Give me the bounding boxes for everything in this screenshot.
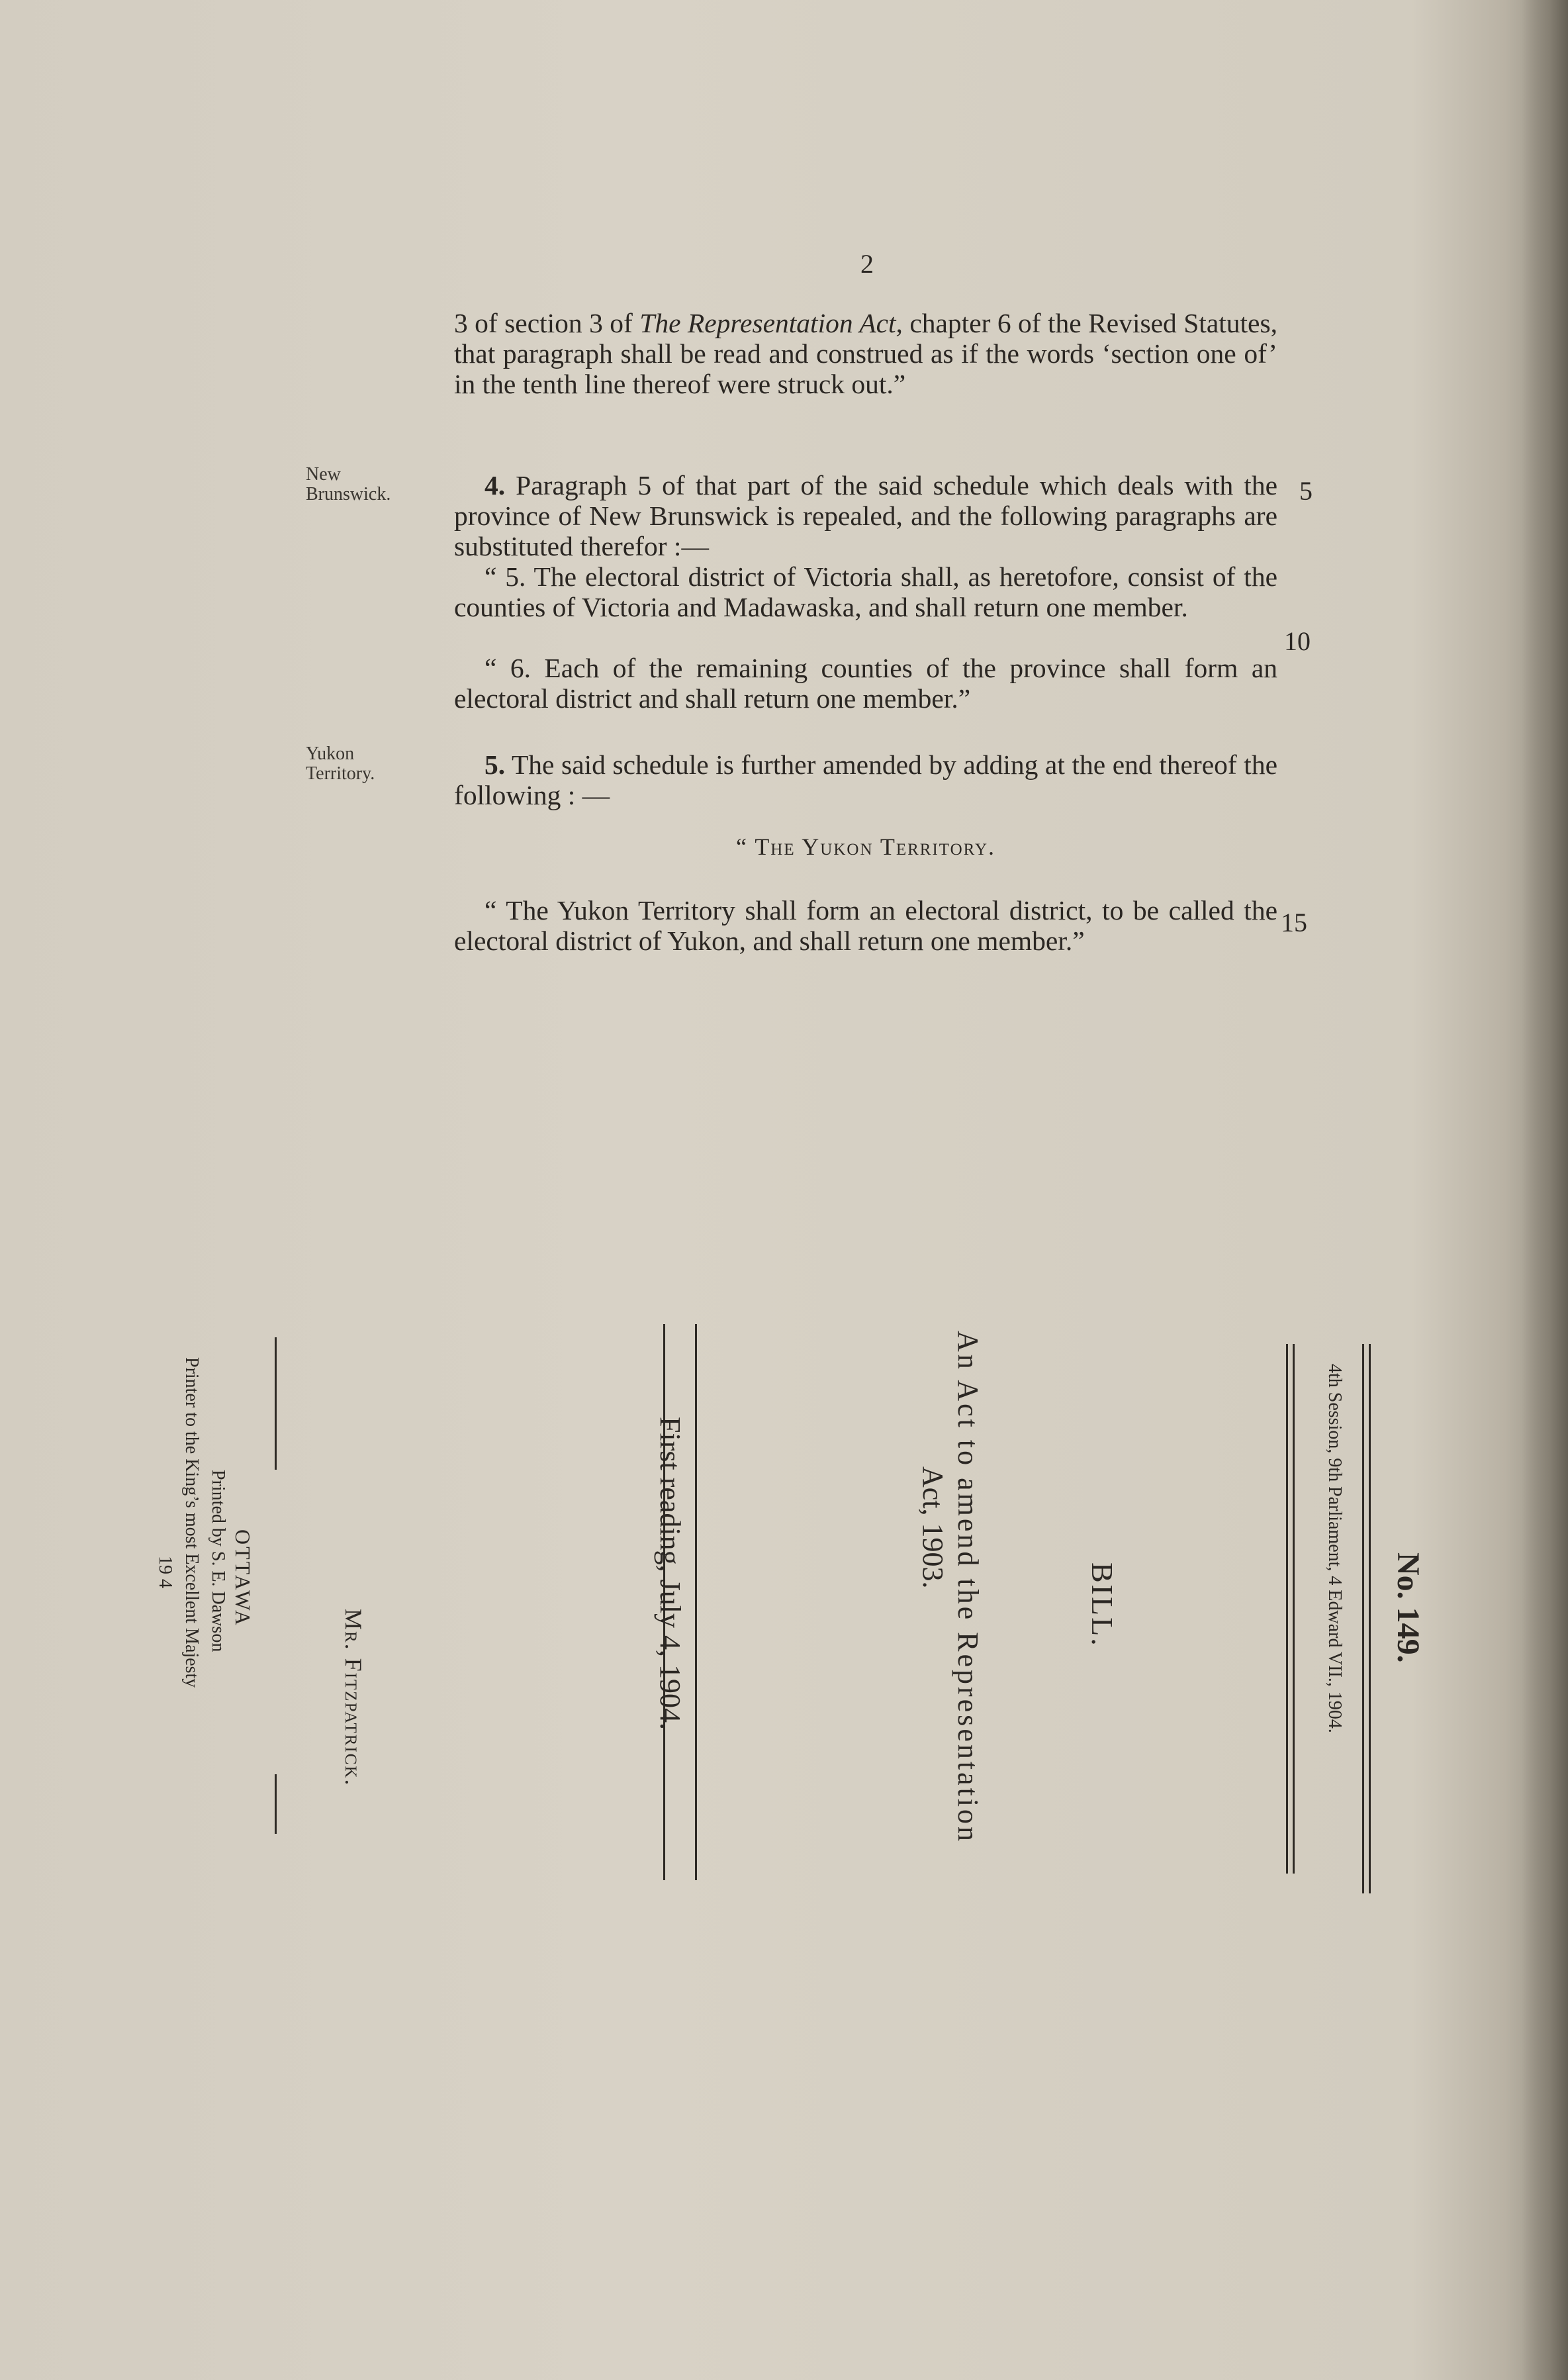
rule-right-outer <box>1362 1344 1364 1893</box>
act-title-line-1: An Act to amend the Representation <box>952 1331 984 1844</box>
section-4-text: Paragraph 5 of that part of the said schedule which deals with the province of New Brunswick is repealed, and the following paragraphs are substituted therefor :— <box>454 470 1277 561</box>
rule-session-1 <box>1286 1344 1288 1874</box>
session-info: 4th Session, 9th Parliament, 4 Edward VII., 1904. <box>1324 1364 1345 1733</box>
first-reading: First reading, July 4, 1904. <box>654 1417 686 1730</box>
line-number-5: 5 <box>1299 476 1313 506</box>
printed-by: Printed by S. E. Dawson <box>208 1470 228 1652</box>
section-4-paragraph-5: “ 5. The electoral district of Victoria shall, as heretofore, consist of the counties of Victoria and Madawaska, and shall return one member. <box>454 561 1277 622</box>
yukon-heading: “ The Yukon Territory. <box>735 833 996 860</box>
section-5-text: The said schedule is further amended by adding at the end thereof the following : — <box>454 749 1277 810</box>
continued-text-end: chapter 6 of the Revised Statutes, that paragraph shall be read and construed as if the words ‘section one of’ in the tenth line thereof were struck out.” <box>454 308 1277 399</box>
rule-first-reading-right <box>695 1324 697 1880</box>
rule-session-2 <box>1293 1344 1295 1874</box>
line-number-15: 15 <box>1281 908 1307 937</box>
line-number-10: 10 <box>1284 626 1311 656</box>
print-year: 19 4 <box>155 1556 175 1588</box>
printer-to-king: Printer to the King’s most Excellent Majesty <box>181 1357 202 1688</box>
sponsor-name: Mr. Fitzpatrick. <box>340 1609 367 1787</box>
page-edge-shadow <box>1522 0 1568 2380</box>
sidenote-yukon: Yukon Territory. <box>306 743 375 784</box>
page-number: 2 <box>860 249 874 279</box>
rule-printer-top <box>275 1337 277 1470</box>
sidenote-new-brunswick: New Brunswick. <box>306 464 391 504</box>
bill-number: No. 149. <box>1391 1552 1426 1663</box>
act-title-line-2: Act, 1903. <box>917 1466 949 1589</box>
section-4-paragraph-6: “ 6. Each of the remaining counties of the province shall form an electoral district and shall return one member.” <box>454 653 1277 714</box>
section-4-paragraph <box>454 470 1277 561</box>
rule-printer-bottom <box>275 1774 277 1834</box>
section-4-number: 4. <box>484 470 506 500</box>
printing-city: OTTAWA <box>231 1529 255 1627</box>
section-5-paragraph <box>454 749 1277 810</box>
rule-right-inner <box>1369 1344 1371 1893</box>
continued-paragraph <box>454 308 1277 399</box>
bill-label: BILL. <box>1085 1562 1119 1648</box>
section-5-quoted-paragraph: “ The Yukon Territory shall form an electoral district, to be called the electoral district of Yukon, and shall return one member.” <box>454 895 1277 956</box>
act-title-italic: The Representation Act, <box>639 308 903 338</box>
continued-text-start: 3 of section 3 of <box>454 308 640 338</box>
bill-endorsement <box>155 1317 1446 1913</box>
section-5-number: 5. <box>484 749 506 780</box>
